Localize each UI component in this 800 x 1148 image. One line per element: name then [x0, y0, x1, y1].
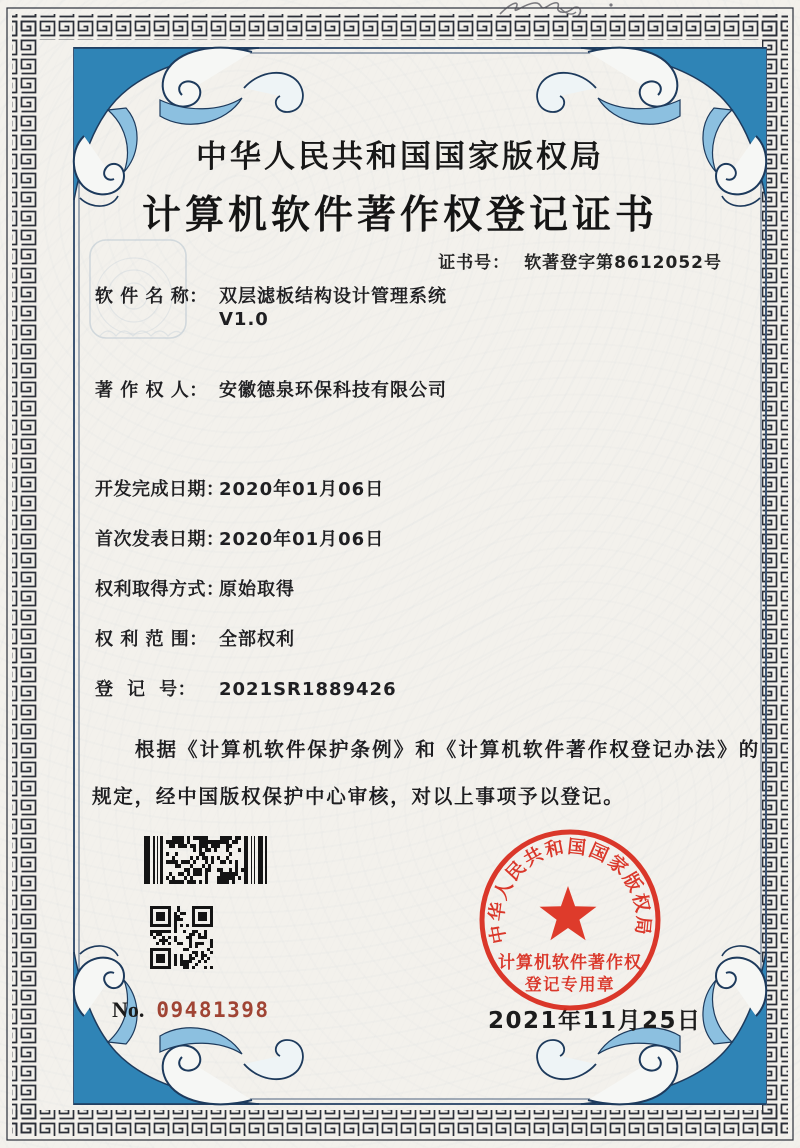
certificate-number-label: 证书号：: [438, 253, 511, 273]
software-version: V1.0: [219, 308, 269, 330]
certificate-title: 计算机软件著作权登记证书: [141, 194, 658, 237]
seal-ring-text: 中华人民共和国国家版权局: [486, 836, 654, 946]
issue-date: 2021年11月25日: [488, 1008, 702, 1034]
field-row-right-method: [95, 579, 295, 602]
seal-star-icon: [540, 886, 597, 940]
right-method-value: 原始取得: [219, 579, 295, 600]
dev-complete-date-value: 2020年01月06日: [219, 479, 385, 500]
dev-complete-date-label: 开发完成日期：: [95, 479, 225, 500]
right-scope-value: 全部权利: [219, 629, 295, 650]
authority-title: 中华人民共和国国家版权局: [196, 139, 604, 174]
field-row-right-scope: [95, 629, 295, 652]
registration-number-value: 2021SR1889426: [219, 679, 397, 700]
copyright-owner-value: 安徽德泉环保科技有限公司: [219, 380, 447, 401]
serial-number-value: 09481398: [156, 998, 270, 1022]
official-red-seal: [466, 820, 678, 1032]
field-row-registration-number: [95, 679, 397, 702]
field-row-software-name: [95, 286, 447, 331]
registration-number-label: 登 记 号：: [95, 679, 197, 700]
copyright-owner-label: 著 作 权 人：: [95, 380, 208, 401]
barcode: [144, 836, 268, 884]
software-name-line1: 双层滤板结构设计管理系统: [219, 286, 447, 307]
right-scope-label: 权 利 范 围：: [95, 629, 208, 650]
serial-number-label: No.: [112, 997, 145, 1022]
first-publish-date-value: 2020年01月06日: [219, 529, 385, 550]
certificate-number-line: [438, 248, 722, 273]
right-method-label: 权利取得方式：: [95, 579, 225, 600]
qr-code: [150, 906, 214, 970]
seal-line1: 计算机软件著作权: [498, 953, 642, 973]
first-publish-date-label: 首次发表日期：: [95, 529, 225, 550]
certificate-number-value: 软著登字第8612052号: [524, 253, 722, 273]
seal-line2: 登记专用章: [525, 975, 615, 994]
software-name-label: 软 件 名 称：: [95, 286, 208, 307]
registration-statement: 根据《计算机软件保护条例》和《计算机软件著作权登记办法》的规定，经中国版权保护中心审核，对以上事项予以登记。: [92, 738, 760, 808]
software-name-value: [219, 286, 447, 331]
serial-number-line: [112, 997, 270, 1023]
field-row-dev-complete-date: [95, 479, 384, 502]
field-row-first-publish-date: [95, 529, 384, 552]
field-row-copyright-owner: [95, 380, 447, 403]
